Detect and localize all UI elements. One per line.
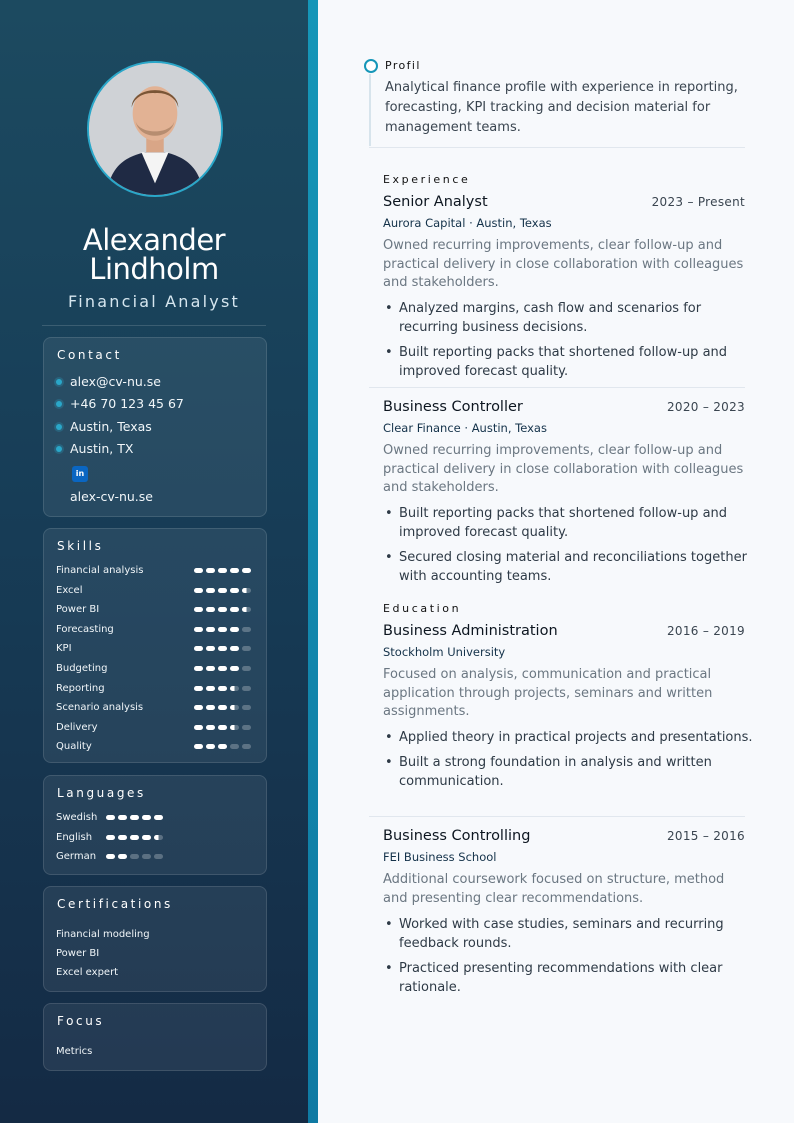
rating-segment [194,686,203,691]
contact-card [43,337,267,517]
rating-row [56,642,256,656]
rating-segment [242,568,251,573]
bullet-item: • Worked with case studies, seminars and recurring feedback rounds. [383,915,753,953]
degree-description: Additional coursework focused on structure, method and presenting clear recommendations. [383,872,725,906]
bullet-item: • Built reporting packs that shortened follow-up and improved forecast quality. [383,343,753,381]
degree-bullets [383,728,753,796]
candidate-title: Financial Analyst [68,292,240,311]
rating-segment [206,705,215,710]
skills-card [43,528,267,763]
profile-heading: Profil [385,59,421,72]
rating-segment [230,646,239,651]
rating-segment [242,607,251,612]
focus-heading: Focus [57,1014,105,1028]
school-name: FEI Business School [383,850,497,864]
rating-segment [142,815,151,820]
job-employer: Aurora Capital · Austin, Texas [383,216,552,230]
accent-strip [308,0,318,1123]
certification-item: Power BI [56,948,100,959]
education-heading: Education [383,602,462,615]
rating-label: Excel [56,584,83,596]
rating-segment [230,725,239,730]
entry-divider [369,816,745,817]
job-dates: 2023 – Present [651,195,745,209]
linkedin-icon[interactable]: in [72,466,88,482]
rating-segment [218,588,227,593]
candidate-name [0,223,308,286]
rating-segment [218,686,227,691]
rating-segment [206,686,215,691]
rating-segment [154,815,163,820]
rating-segment [106,835,115,840]
candidate-first-name: Alexander [82,223,226,257]
bullet-item: • Secured closing material and reconciliations together with accounting teams. [383,548,753,586]
contact-phone[interactable] [56,395,184,413]
languages-heading: Languages [57,786,146,800]
bullet-item: • Analyzed margins, cash flow and scenarios for recurring business decisions. [383,299,753,337]
entry-divider [369,387,745,388]
rating-segment [230,627,239,632]
rating-segment [118,815,127,820]
certifications-card [43,886,267,992]
rating-segment [142,835,151,840]
job-employer: Clear Finance · Austin, Texas [383,421,547,435]
rating-segment [206,568,215,573]
degree-description: Focused on analysis, communication and practical application through projects, seminars and written assignments. [383,667,713,719]
rating-segment [230,568,239,573]
linkedin-link[interactable]: alex-cv-nu.se [70,489,153,504]
rating-segment [242,744,251,749]
rating-segment [230,705,239,710]
degree-bullets [383,915,753,1002]
rating-row [56,623,256,637]
job-description: Owned recurring improvements, clear follow-up and practical delivery in close collaboration with colleagues and stakeholders. [383,443,744,495]
rating-segment [242,627,251,632]
main-content [318,0,794,1123]
rating-segment [206,588,215,593]
rating-segment [230,744,239,749]
certifications-heading: Certifications [57,897,173,911]
degree-title: Business Administration [383,623,558,639]
rating-row [56,721,256,735]
rating-segment [194,666,203,671]
rating-segment [218,666,227,671]
rating-segment [218,744,227,749]
job-description: Owned recurring improvements, clear follow-up and practical delivery in close collaboration with colleagues and stakeholders. [383,238,744,290]
rating-label: Forecasting [56,623,114,635]
contact-phone-text: +46 70 123 45 67 [70,396,184,411]
rating-segment [206,725,215,730]
contact-email-text: alex@cv-nu.se [70,374,161,389]
rating-segment [206,646,215,651]
rating-segment [142,854,151,859]
rating-segment [194,646,203,651]
contact-location [56,418,152,436]
rating-row [56,811,256,825]
rating-segment [118,835,127,840]
job-dates: 2020 – 2023 [666,400,745,414]
rating-segment [230,607,239,612]
job-bullets [383,299,753,386]
contact-heading: Contact [57,348,122,362]
bullet-dot-icon [56,424,62,430]
rating-segment [130,835,139,840]
sidebar [0,0,308,1123]
rating-segment [194,607,203,612]
certification-item: Financial modeling [56,929,150,940]
profile-accent-line [369,74,371,146]
focus-item: Metrics [56,1046,93,1057]
rating-segment [130,815,139,820]
degree-title: Business Controlling [383,828,531,844]
rating-label: Reporting [56,682,105,694]
certification-item: Excel expert [56,967,119,978]
rating-label: Budgeting [56,663,108,674]
rating-segment [242,725,251,730]
rating-segment [154,854,163,859]
skills-heading: Skills [57,539,104,553]
section-divider [369,147,745,148]
bullet-item: • Applied theory in practical projects and presentations. [383,728,753,747]
rating-segment [118,854,127,859]
rating-segment [218,568,227,573]
rating-segment [106,854,115,859]
rating-row [56,682,256,696]
bullet-item: • Built a strong foundation in analysis and written communication. [383,753,753,791]
contact-email[interactable] [56,373,161,391]
rating-label: English [56,831,93,843]
rating-segment [206,744,215,749]
degree-dates: 2016 – 2019 [666,624,745,638]
rating-segment [130,854,139,859]
rating-label: Quality [56,741,92,753]
rating-segment [242,705,251,710]
contact-address [56,440,133,458]
rating-row [56,831,256,845]
rating-label: Scenario analysis [56,702,144,714]
rating-segment [218,627,227,632]
rating-row [56,603,256,617]
degree-dates: 2015 – 2016 [666,829,745,843]
candidate-last-name: Lindholm [89,252,219,286]
rating-label: KPI [56,643,72,655]
job-bullets [383,504,753,591]
rating-segment [206,607,215,612]
rating-row [56,850,256,864]
profile-ring-icon [364,59,378,73]
rating-segment [230,588,239,593]
rating-segment [206,627,215,632]
bullet-dot-icon [56,379,62,385]
experience-heading: Experience [383,173,471,186]
rating-segment [194,744,203,749]
profile-summary: Analytical finance profile with experience in reporting, forecasting, KPI tracking and decision material for management teams. [385,80,738,135]
contact-location-text: Austin, Texas [70,419,152,434]
rating-segment [230,686,239,691]
contact-address-text: Austin, TX [70,441,134,456]
rating-segment [242,646,251,651]
rating-row [56,662,256,676]
rating-segment [206,666,215,671]
rating-segment [242,686,251,691]
rating-row [56,564,256,578]
rating-label: Swedish [56,812,98,823]
job-title: Business Controller [383,399,523,415]
focus-card [43,1003,267,1071]
profile-photo [87,61,223,197]
portrait-image [89,63,221,195]
bullet-item: • Built reporting packs that shortened follow-up and improved forecast quality. [383,504,753,542]
rating-segment [218,646,227,651]
rating-segment [194,725,203,730]
bullet-item: • Practiced presenting recommendations with clear rationale. [383,959,753,997]
bullet-dot-icon [56,401,62,407]
rating-segment [194,627,203,632]
job-title: Senior Analyst [383,194,488,210]
rating-label: German [56,851,97,863]
rating-segment [218,725,227,730]
school-name: Stockholm University [383,645,506,659]
bullet-dot-icon [56,446,62,452]
languages-card [43,775,267,875]
rating-segment [154,835,163,840]
rating-segment [242,588,251,593]
sidebar-divider [42,325,266,326]
rating-row [56,584,256,598]
rating-row [56,701,256,715]
rating-segment [194,588,203,593]
rating-segment [194,568,203,573]
rating-segment [218,705,227,710]
rating-segment [242,666,251,671]
rating-segment [218,607,227,612]
rating-segment [106,815,115,820]
rating-row [56,740,256,754]
rating-label: Delivery [56,721,98,733]
rating-segment [230,666,239,671]
rating-label: Financial analysis [56,565,144,576]
rating-label: Power BI [56,604,100,616]
rating-segment [194,705,203,710]
